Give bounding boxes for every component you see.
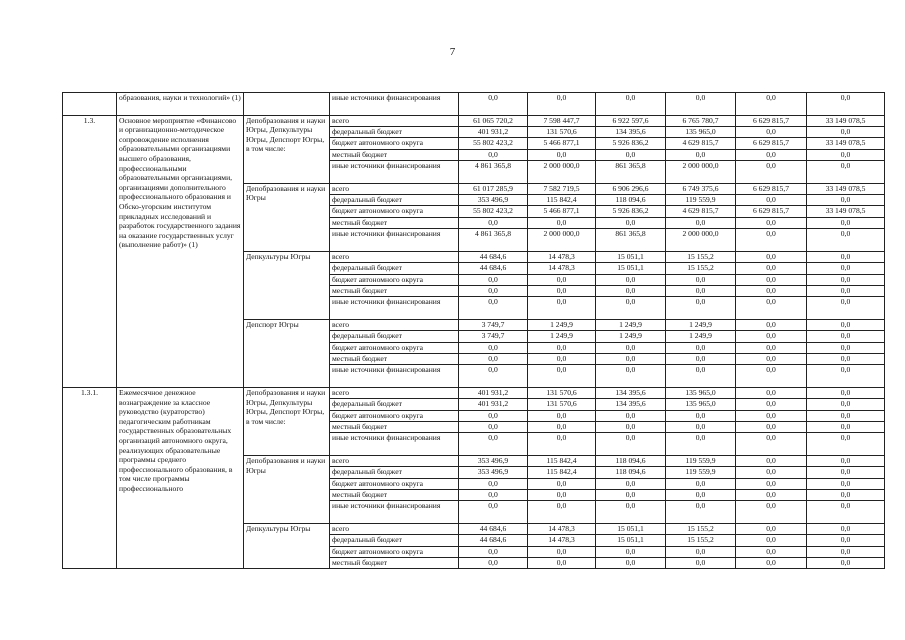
amount-cell: 353 496,9 bbox=[459, 467, 528, 478]
amount-cell: 0,0 bbox=[807, 93, 885, 116]
amount-cell: 6 922 597,6 bbox=[596, 115, 666, 126]
amount-cell: 14 478,3 bbox=[528, 251, 596, 262]
amount-cell: 0,0 bbox=[596, 433, 666, 456]
amount-cell: 0,0 bbox=[666, 490, 736, 501]
amount-cell: 0,0 bbox=[807, 546, 885, 557]
executor-cell: Депкультуры Югры bbox=[244, 251, 330, 319]
amount-cell: 0,0 bbox=[459, 274, 528, 285]
funding-source: местный бюджет bbox=[330, 353, 459, 364]
funding-source: федеральный бюджет bbox=[330, 467, 459, 478]
amount-cell: 0,0 bbox=[459, 285, 528, 296]
item-code bbox=[63, 93, 117, 116]
table-row bbox=[63, 93, 885, 116]
amount-cell: 61 065 720,2 bbox=[459, 115, 528, 126]
table-row bbox=[63, 115, 885, 126]
funding-source: иные источники финансирования bbox=[330, 433, 459, 456]
amount-cell: 0,0 bbox=[807, 149, 885, 160]
amount-cell: 0,0 bbox=[807, 478, 885, 489]
amount-cell: 0,0 bbox=[596, 365, 666, 388]
amount-cell: 0,0 bbox=[736, 535, 807, 546]
funding-source: федеральный бюджет bbox=[330, 127, 459, 138]
amount-cell: 0,0 bbox=[459, 433, 528, 456]
amount-cell: 5 466 877,1 bbox=[528, 206, 596, 217]
amount-cell: 0,0 bbox=[807, 195, 885, 206]
amount-cell: 0,0 bbox=[807, 524, 885, 535]
amount-cell: 0,0 bbox=[528, 149, 596, 160]
funding-source: бюджет автономного округа bbox=[330, 274, 459, 285]
amount-cell: 0,0 bbox=[807, 456, 885, 467]
amount-cell: 6 629 815,7 bbox=[736, 206, 807, 217]
amount-cell: 0,0 bbox=[459, 353, 528, 364]
amount-cell: 0,0 bbox=[459, 546, 528, 557]
amount-cell: 0,0 bbox=[596, 297, 666, 320]
amount-cell: 1 249,9 bbox=[596, 331, 666, 342]
amount-cell: 0,0 bbox=[736, 274, 807, 285]
funding-source: местный бюджет bbox=[330, 421, 459, 432]
amount-cell: 0,0 bbox=[736, 127, 807, 138]
amount-cell: 0,0 bbox=[528, 490, 596, 501]
amount-cell: 115 842,4 bbox=[528, 195, 596, 206]
amount-cell: 0,0 bbox=[459, 478, 528, 489]
amount-cell: 115 842,4 bbox=[528, 456, 596, 467]
funding-source: всего bbox=[330, 524, 459, 535]
amount-cell: 0,0 bbox=[528, 365, 596, 388]
item-name: Ежемесячное денежное вознаграждение за классное руководство (кураторство) педагогическим работникам государственных образовательных организаций автономного округа, реализующих образовательные программы среднего профессионального образования, в том числе программы профессионального bbox=[117, 387, 244, 569]
amount-cell: 6 629 815,7 bbox=[736, 138, 807, 149]
item-code: 1.3.1. bbox=[63, 387, 117, 569]
amount-cell: 0,0 bbox=[528, 558, 596, 569]
amount-cell: 0,0 bbox=[807, 161, 885, 184]
amount-cell: 0,0 bbox=[736, 365, 807, 388]
funding-source: иные источники финансирования bbox=[330, 297, 459, 320]
amount-cell: 118 094,6 bbox=[596, 456, 666, 467]
funding-source: федеральный бюджет bbox=[330, 331, 459, 342]
amount-cell: 0,0 bbox=[596, 274, 666, 285]
amount-cell: 2 000 000,0 bbox=[528, 161, 596, 184]
amount-cell: 0,0 bbox=[807, 274, 885, 285]
amount-cell: 0,0 bbox=[736, 217, 807, 228]
amount-cell: 0,0 bbox=[736, 229, 807, 252]
amount-cell: 0,0 bbox=[666, 93, 736, 116]
amount-cell: 0,0 bbox=[807, 410, 885, 421]
amount-cell: 4 629 815,7 bbox=[666, 206, 736, 217]
amount-cell: 134 395,6 bbox=[596, 399, 666, 410]
amount-cell: 1 249,9 bbox=[528, 319, 596, 330]
amount-cell: 353 496,9 bbox=[459, 456, 528, 467]
funding-source: местный бюджет bbox=[330, 285, 459, 296]
table-row bbox=[63, 387, 885, 398]
amount-cell: 119 559,9 bbox=[666, 195, 736, 206]
amount-cell: 0,0 bbox=[596, 217, 666, 228]
amount-cell: 0,0 bbox=[459, 93, 528, 116]
amount-cell: 5 466 877,1 bbox=[528, 138, 596, 149]
item-code: 1.3. bbox=[63, 115, 117, 387]
amount-cell: 0,0 bbox=[807, 421, 885, 432]
amount-cell: 5 926 836,2 bbox=[596, 206, 666, 217]
amount-cell: 0,0 bbox=[528, 217, 596, 228]
amount-cell: 15 051,1 bbox=[596, 535, 666, 546]
funding-source: всего bbox=[330, 456, 459, 467]
amount-cell: 0,0 bbox=[736, 456, 807, 467]
amount-cell: 0,0 bbox=[596, 342, 666, 353]
amount-cell: 0,0 bbox=[807, 229, 885, 252]
amount-cell: 4 629 815,7 bbox=[666, 138, 736, 149]
amount-cell: 0,0 bbox=[596, 490, 666, 501]
amount-cell: 7 598 447,7 bbox=[528, 115, 596, 126]
amount-cell: 0,0 bbox=[596, 285, 666, 296]
amount-cell: 0,0 bbox=[528, 93, 596, 116]
amount-cell: 0,0 bbox=[596, 558, 666, 569]
amount-cell: 131 570,6 bbox=[528, 387, 596, 398]
amount-cell: 0,0 bbox=[666, 285, 736, 296]
amount-cell: 0,0 bbox=[736, 421, 807, 432]
amount-cell: 0,0 bbox=[596, 410, 666, 421]
amount-cell: 0,0 bbox=[807, 433, 885, 456]
amount-cell: 2 000 000,0 bbox=[666, 161, 736, 184]
amount-cell: 135 965,0 bbox=[666, 399, 736, 410]
amount-cell: 0,0 bbox=[666, 217, 736, 228]
amount-cell: 0,0 bbox=[736, 297, 807, 320]
amount-cell: 861 365,8 bbox=[596, 229, 666, 252]
amount-cell: 0,0 bbox=[596, 421, 666, 432]
amount-cell: 0,0 bbox=[459, 297, 528, 320]
amount-cell: 0,0 bbox=[596, 149, 666, 160]
amount-cell: 0,0 bbox=[807, 558, 885, 569]
amount-cell: 0,0 bbox=[666, 433, 736, 456]
amount-cell: 1 249,9 bbox=[528, 331, 596, 342]
page-number: 7 bbox=[449, 46, 456, 58]
funding-source: иные источники финансирования bbox=[330, 365, 459, 388]
amount-cell: 134 395,6 bbox=[596, 387, 666, 398]
item-name: Основное мероприятие «Финансово и организационно-методическое сопровождение исполнения образовательными организациями высшего образования, профессиональными образовательными организациями, организациями дополнительного профессионального образования и Обско-угорским институтом прикладных исследований и разработок государственного задания на оказание государственных услуг (выполнение работ)» (1) bbox=[117, 115, 244, 387]
amount-cell: 0,0 bbox=[736, 342, 807, 353]
funding-source: бюджет автономного округа bbox=[330, 410, 459, 421]
amount-cell: 6 629 815,7 bbox=[736, 115, 807, 126]
amount-cell: 2 000 000,0 bbox=[528, 229, 596, 252]
amount-cell: 0,0 bbox=[666, 558, 736, 569]
executor-cell: Депобразования и науки Югры bbox=[244, 456, 330, 524]
amount-cell: 6 629 815,7 bbox=[736, 183, 807, 194]
executor-cell: Депобразования и науки Югры, Депкультуры Югры, Депспорт Югры, в том числе: bbox=[244, 115, 330, 183]
amount-cell: 0,0 bbox=[807, 365, 885, 388]
amount-cell: 0,0 bbox=[736, 161, 807, 184]
amount-cell: 0,0 bbox=[528, 285, 596, 296]
amount-cell: 118 094,6 bbox=[596, 467, 666, 478]
amount-cell: 0,0 bbox=[528, 297, 596, 320]
amount-cell: 33 149 078,5 bbox=[807, 183, 885, 194]
amount-cell: 0,0 bbox=[459, 421, 528, 432]
amount-cell: 353 496,9 bbox=[459, 195, 528, 206]
funding-source: бюджет автономного округа bbox=[330, 478, 459, 489]
amount-cell: 0,0 bbox=[528, 410, 596, 421]
amount-cell: 44 684,6 bbox=[459, 263, 528, 274]
amount-cell: 0,0 bbox=[736, 251, 807, 262]
amount-cell: 0,0 bbox=[528, 274, 596, 285]
amount-cell: 0,0 bbox=[596, 353, 666, 364]
amount-cell: 0,0 bbox=[596, 501, 666, 524]
amount-cell: 0,0 bbox=[596, 93, 666, 116]
amount-cell: 15 155,2 bbox=[666, 263, 736, 274]
amount-cell: 0,0 bbox=[736, 478, 807, 489]
funding-source: всего bbox=[330, 251, 459, 262]
amount-cell: 0,0 bbox=[666, 149, 736, 160]
amount-cell: 0,0 bbox=[736, 558, 807, 569]
amount-cell: 33 149 078,5 bbox=[807, 206, 885, 217]
funding-source: иные источники финансирования bbox=[330, 161, 459, 184]
funding-source: местный бюджет bbox=[330, 490, 459, 501]
amount-cell: 0,0 bbox=[666, 274, 736, 285]
funding-source: иные источники финансирования bbox=[330, 501, 459, 524]
amount-cell: 0,0 bbox=[736, 501, 807, 524]
amount-cell: 6 765 780,7 bbox=[666, 115, 736, 126]
amount-cell: 4 861 365,8 bbox=[459, 229, 528, 252]
amount-cell: 0,0 bbox=[666, 353, 736, 364]
amount-cell: 115 842,4 bbox=[528, 467, 596, 478]
amount-cell: 14 478,3 bbox=[528, 535, 596, 546]
amount-cell: 0,0 bbox=[528, 353, 596, 364]
amount-cell: 0,0 bbox=[736, 149, 807, 160]
budget-table bbox=[62, 92, 885, 569]
amount-cell: 2 000 000,0 bbox=[666, 229, 736, 252]
amount-cell: 44 684,6 bbox=[459, 251, 528, 262]
funding-source: иные источники финансирования bbox=[330, 229, 459, 252]
amount-cell: 131 570,6 bbox=[528, 127, 596, 138]
amount-cell: 0,0 bbox=[807, 490, 885, 501]
amount-cell: 118 094,6 bbox=[596, 195, 666, 206]
amount-cell: 0,0 bbox=[736, 353, 807, 364]
amount-cell: 1 249,9 bbox=[666, 319, 736, 330]
amount-cell: 0,0 bbox=[807, 263, 885, 274]
amount-cell: 135 965,0 bbox=[666, 387, 736, 398]
executor-cell bbox=[244, 93, 330, 116]
amount-cell: 0,0 bbox=[807, 319, 885, 330]
amount-cell: 0,0 bbox=[807, 331, 885, 342]
amount-cell: 15 051,1 bbox=[596, 251, 666, 262]
funding-source: федеральный бюджет bbox=[330, 399, 459, 410]
amount-cell: 3 749,7 bbox=[459, 319, 528, 330]
amount-cell: 3 749,7 bbox=[459, 331, 528, 342]
funding-source: федеральный бюджет bbox=[330, 195, 459, 206]
amount-cell: 131 570,6 bbox=[528, 399, 596, 410]
amount-cell: 0,0 bbox=[736, 467, 807, 478]
amount-cell: 0,0 bbox=[459, 342, 528, 353]
amount-cell: 14 478,3 bbox=[528, 263, 596, 274]
amount-cell: 0,0 bbox=[666, 410, 736, 421]
amount-cell: 0,0 bbox=[807, 467, 885, 478]
amount-cell: 0,0 bbox=[807, 297, 885, 320]
amount-cell: 401 931,2 bbox=[459, 399, 528, 410]
funding-source: местный бюджет bbox=[330, 558, 459, 569]
amount-cell: 0,0 bbox=[736, 433, 807, 456]
amount-cell: 861 365,8 bbox=[596, 161, 666, 184]
amount-cell: 33 149 078,5 bbox=[807, 138, 885, 149]
amount-cell: 0,0 bbox=[459, 217, 528, 228]
amount-cell: 0,0 bbox=[807, 127, 885, 138]
amount-cell: 0,0 bbox=[736, 195, 807, 206]
amount-cell: 6 906 296,6 bbox=[596, 183, 666, 194]
amount-cell: 0,0 bbox=[807, 399, 885, 410]
funding-source: бюджет автономного округа bbox=[330, 546, 459, 557]
amount-cell: 61 017 285,9 bbox=[459, 183, 528, 194]
amount-cell: 0,0 bbox=[807, 501, 885, 524]
funding-source: всего bbox=[330, 387, 459, 398]
amount-cell: 5 926 836,2 bbox=[596, 138, 666, 149]
funding-source: бюджет автономного округа bbox=[330, 206, 459, 217]
amount-cell: 0,0 bbox=[528, 342, 596, 353]
funding-source: бюджет автономного округа bbox=[330, 138, 459, 149]
amount-cell: 135 965,0 bbox=[666, 127, 736, 138]
amount-cell: 119 559,9 bbox=[666, 467, 736, 478]
amount-cell: 15 051,1 bbox=[596, 263, 666, 274]
amount-cell: 0,0 bbox=[459, 558, 528, 569]
amount-cell: 0,0 bbox=[666, 342, 736, 353]
executor-cell: Депкультуры Югры bbox=[244, 524, 330, 569]
amount-cell: 0,0 bbox=[459, 410, 528, 421]
funding-source: всего bbox=[330, 319, 459, 330]
funding-source: всего bbox=[330, 183, 459, 194]
amount-cell: 134 395,6 bbox=[596, 127, 666, 138]
funding-source: иные источники финансирования bbox=[330, 93, 459, 116]
amount-cell: 119 559,9 bbox=[666, 456, 736, 467]
amount-cell: 0,0 bbox=[736, 319, 807, 330]
amount-cell: 15 051,1 bbox=[596, 524, 666, 535]
amount-cell: 4 861 365,8 bbox=[459, 161, 528, 184]
amount-cell: 0,0 bbox=[459, 365, 528, 388]
amount-cell: 0,0 bbox=[666, 297, 736, 320]
executor-cell: Депобразования и науки Югры bbox=[244, 183, 330, 251]
amount-cell: 0,0 bbox=[666, 421, 736, 432]
funding-source: всего bbox=[330, 115, 459, 126]
amount-cell: 44 684,6 bbox=[459, 524, 528, 535]
amount-cell: 0,0 bbox=[596, 478, 666, 489]
amount-cell: 0,0 bbox=[459, 501, 528, 524]
amount-cell: 1 249,9 bbox=[666, 331, 736, 342]
amount-cell: 0,0 bbox=[528, 478, 596, 489]
amount-cell: 0,0 bbox=[736, 93, 807, 116]
amount-cell: 0,0 bbox=[736, 263, 807, 274]
amount-cell: 401 931,2 bbox=[459, 387, 528, 398]
amount-cell: 0,0 bbox=[459, 490, 528, 501]
amount-cell: 0,0 bbox=[666, 546, 736, 557]
amount-cell: 33 149 078,5 bbox=[807, 115, 885, 126]
amount-cell: 6 749 375,6 bbox=[666, 183, 736, 194]
amount-cell: 0,0 bbox=[736, 410, 807, 421]
amount-cell: 0,0 bbox=[736, 387, 807, 398]
amount-cell: 401 931,2 bbox=[459, 127, 528, 138]
amount-cell: 1 249,9 bbox=[596, 319, 666, 330]
funding-source: бюджет автономного округа bbox=[330, 342, 459, 353]
amount-cell: 15 155,2 bbox=[666, 524, 736, 535]
funding-source: местный бюджет bbox=[330, 149, 459, 160]
amount-cell: 0,0 bbox=[807, 285, 885, 296]
amount-cell: 0,0 bbox=[528, 421, 596, 432]
amount-cell: 0,0 bbox=[528, 501, 596, 524]
amount-cell: 55 802 423,2 bbox=[459, 138, 528, 149]
funding-source: федеральный бюджет bbox=[330, 263, 459, 274]
amount-cell: 0,0 bbox=[807, 535, 885, 546]
amount-cell: 0,0 bbox=[528, 546, 596, 557]
amount-cell: 0,0 bbox=[736, 546, 807, 557]
executor-cell: Депспорт Югры bbox=[244, 319, 330, 387]
amount-cell: 0,0 bbox=[807, 251, 885, 262]
amount-cell: 0,0 bbox=[528, 433, 596, 456]
amount-cell: 15 155,2 bbox=[666, 251, 736, 262]
amount-cell: 0,0 bbox=[666, 478, 736, 489]
amount-cell: 15 155,2 bbox=[666, 535, 736, 546]
item-name: образования, науки и технологий» (1) bbox=[117, 93, 244, 116]
executor-cell: Депобразования и науки Югры, Депкультуры Югры, Депспорт Югры, в том числе: bbox=[244, 387, 330, 455]
amount-cell: 44 684,6 bbox=[459, 535, 528, 546]
amount-cell: 0,0 bbox=[459, 149, 528, 160]
amount-cell: 0,0 bbox=[736, 399, 807, 410]
amount-cell: 0,0 bbox=[807, 353, 885, 364]
amount-cell: 0,0 bbox=[666, 365, 736, 388]
amount-cell: 14 478,3 bbox=[528, 524, 596, 535]
amount-cell: 0,0 bbox=[736, 490, 807, 501]
amount-cell: 0,0 bbox=[736, 331, 807, 342]
amount-cell: 0,0 bbox=[807, 217, 885, 228]
amount-cell: 55 802 423,2 bbox=[459, 206, 528, 217]
amount-cell: 7 582 719,5 bbox=[528, 183, 596, 194]
funding-source: федеральный бюджет bbox=[330, 535, 459, 546]
amount-cell: 0,0 bbox=[736, 524, 807, 535]
amount-cell: 0,0 bbox=[666, 501, 736, 524]
amount-cell: 0,0 bbox=[807, 342, 885, 353]
amount-cell: 0,0 bbox=[807, 387, 885, 398]
amount-cell: 0,0 bbox=[736, 285, 807, 296]
amount-cell: 0,0 bbox=[596, 546, 666, 557]
funding-source: местный бюджет bbox=[330, 217, 459, 228]
